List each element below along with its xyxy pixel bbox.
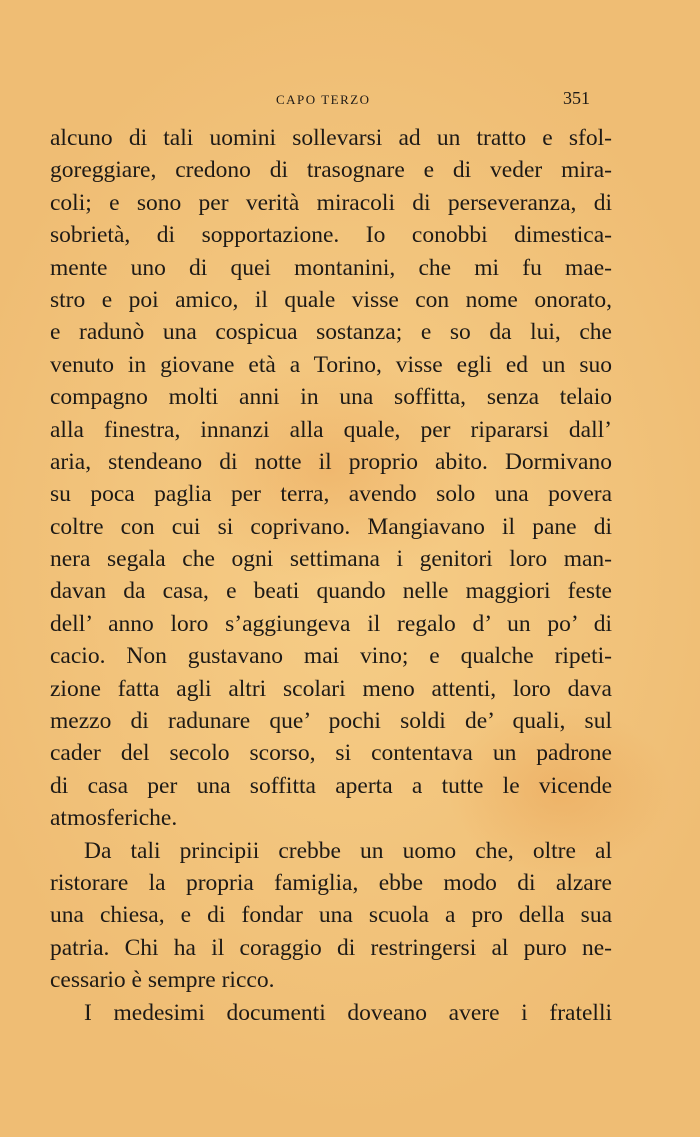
text-line: aria, stendeano di notte il proprio abito. Dormivano — [50, 448, 612, 475]
text-line: di casa per una soffitta aperta a tutte le vicende — [50, 772, 612, 799]
text-line: cader del secolo scorso, si contentava un padrone — [50, 740, 612, 767]
text-line: patria. Chi ha il coraggio di restringersi al puro ne- — [50, 934, 612, 961]
text-line: coli; e sono per verità miracoli di perseveranza, di — [50, 189, 612, 216]
text-line: alcuno di tali uomini sollevarsi ad un tratto e sfol- — [50, 125, 612, 151]
text-line: nera segala che ogni settimana i genitori loro man- — [50, 546, 612, 573]
text-line: mente uno di quei montanini, che mi fu mae- — [50, 254, 612, 281]
text-line: cacio. Non gustavano mai vino; e qualche ripeti- — [50, 643, 612, 670]
text-line: una chiesa, e di fondar una scuola a pro della sua — [50, 902, 612, 929]
text-line: su poca paglia per terra, avendo solo una povera — [50, 481, 612, 508]
text-line: e radunò una cospicua sostanza; e so da lui, che — [50, 319, 612, 346]
text-line: davan da casa, e beati quando nelle maggiori feste — [50, 578, 612, 605]
text-line: alla finestra, innanzi alla quale, per ripararsi dall’ — [50, 416, 612, 443]
text-line: mezzo di radunare que’ pochi soldi de’ quali, sul — [50, 708, 612, 735]
text-line: dell’ anno loro s’aggiungeva il regalo d’ un po’ di — [50, 610, 612, 637]
text-line: venuto in giovane età a Torino, visse egli ed un suo — [50, 351, 612, 378]
text-line: compagno molti anni in una soffitta, senza telaio — [50, 384, 612, 411]
running-head — [0, 88, 700, 112]
text-line: ristorare la propria famiglia, ebbe modo di alzare — [50, 869, 612, 896]
text-line: goreggiare, credono di trasognare e di veder mira- — [50, 157, 612, 184]
body-text — [50, 122, 612, 1029]
text-line: atmosferiche. — [50, 805, 178, 832]
text-line: cessario è sempre ricco. — [50, 967, 275, 994]
text-line: zione fatta agli altri scolari meno attenti, loro dava — [50, 675, 612, 702]
text-line: I medesimi documenti doveano avere i fratelli — [84, 999, 612, 1026]
page-number: 351 — [563, 88, 590, 108]
text-line: sobrietà, di sopportazione. Io conobbi dimestica- — [50, 222, 612, 249]
text-line: Da tali principii crebbe un uomo che, oltre al — [84, 837, 612, 864]
running-title: CAPO TERZO — [276, 92, 371, 107]
text-line: stro e poi amico, il quale visse con nome onorato, — [50, 286, 612, 313]
text-line: coltre con cui si coprivano. Mangiavano il pane di — [50, 513, 612, 540]
